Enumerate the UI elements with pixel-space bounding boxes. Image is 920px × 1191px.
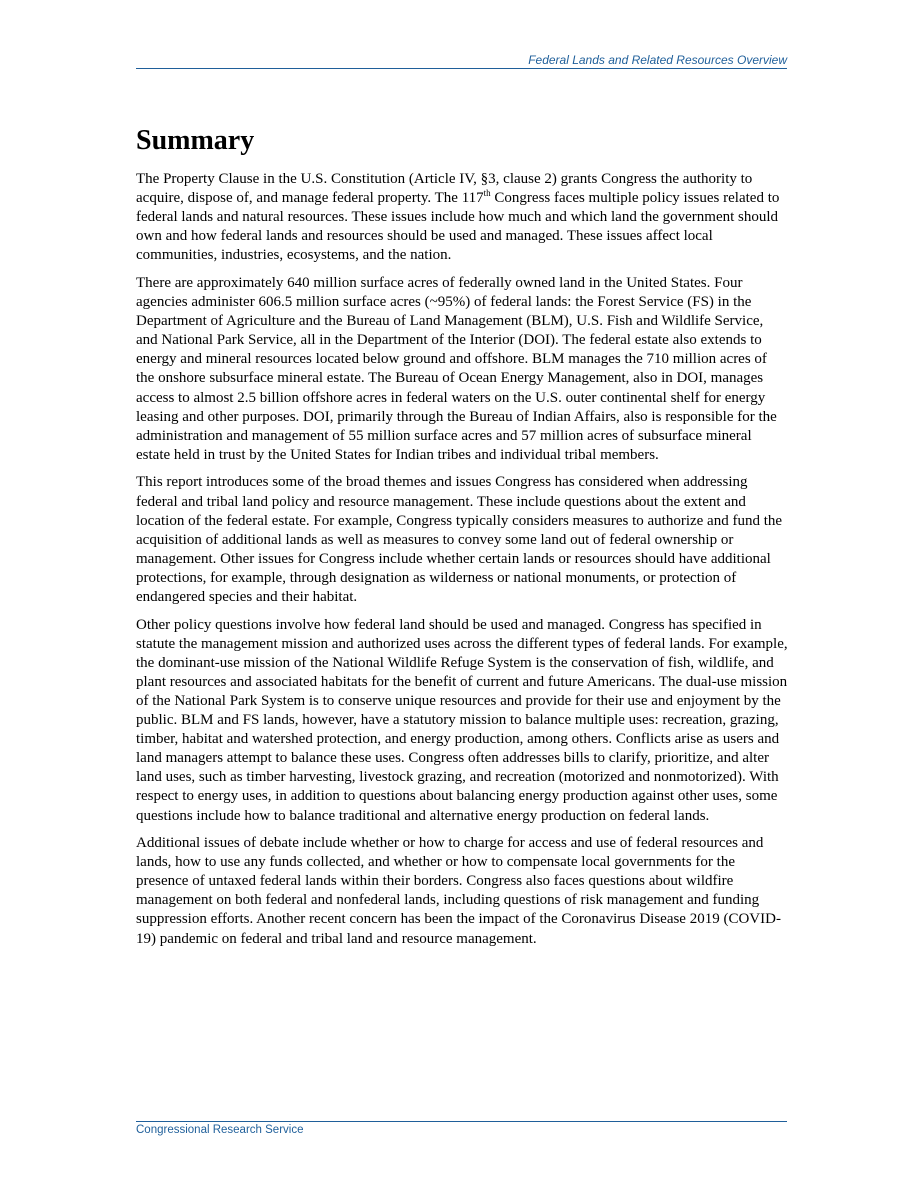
footer-divider (136, 1121, 787, 1122)
summary-body (136, 170, 788, 957)
header-divider (136, 68, 787, 69)
summary-paragraph-2: There are approximately 640 million surface acres of federally owned land in the United States. Four agencies administer 606.5 million surface acres (~95%) of federal lands: the Forest Service (FS) in the Department of Agriculture and the Bureau of Land Management (BLM), U.S. Fish and Wildlife Service, and National Park Service, all in the Department of the Interior (DOI). The federal estate also extends to energy and mineral resources located below ground and offshore. BLM manages the 710 million acres of the onshore subsurface mineral estate. The Bureau of Ocean Energy Management, also in DOI, manages access to almost 2.5 billion offshore acres in federal waters on the U.S. outer continental shelf for energy leasing and other purposes. DOI, primarily through the Bureau of Indian Affairs, also is responsible for the administration and management of 55 million surface acres and 57 million acres of subsurface mineral estate held in trust by the United States for Indian tribes and individual tribal members. (136, 274, 777, 463)
ordinal-suffix: th (483, 188, 491, 199)
summary-paragraph-4: Other policy questions involve how federal land should be used and managed. Congress has specified in statute the management mission and authorized uses across the different types of federal lands. For example, the dominant-use mission of the National Wildlife Refuge System is the conservation of fish, wildlife, and plant resources and associated habitats for the benefit of current and future Americans. The dual-use mission of the National Park System is to conserve unique resources and provide for their use and enjoyment by the public. BLM and FS lands, however, have a statutory mission to balance multiple uses: recreation, grazing, timber, habitat and watershed protection, and energy production, among others. Conflicts arise as users and land managers attempt to balance these uses. Congress often addresses bills to clarify, prioritize, and alter land uses, such as timber harvesting, livestock grazing, and recreation (motorized and nonmotorized). With respect to energy uses, in addition to questions about balancing energy production against other uses, some questions include how to balance traditional and alternative energy production on federal lands. (136, 616, 788, 824)
footer-label: Congressional Research Service (136, 1124, 304, 1136)
p1-text-before: The Property Clause in the U.S. Constitution (Article IV, §3, clause 2) grants Congress the authority to acquire, dispose of, and manage federal property. The 117 (136, 171, 753, 207)
summary-paragraph-3: This report introduces some of the broad themes and issues Congress has considered when addressing federal and tribal land policy and resource management. These include questions about the extent and location of the federal estate. For example, Congress typically considers measures to authorize and fund the acquisition of additional lands as well as measures to convey some land out of federal ownership or management. Other issues for Congress include whether certain lands or resources should have additional protections, for example, through designation as wilderness or national monuments, or protection of endangered species and their habitat. (136, 474, 783, 605)
summary-paragraph-5: Additional issues of debate include whether or how to charge for access and use of federal resources and lands, how to use any funds collected, and whether or how to compensate local governments for the presence of untaxed federal lands within their borders. Congress also faces questions about wildfire management on both federal and nonfederal lands, including questions of risk management and funding suppression efforts. Another recent concern has been the impact of the Coronavirus Disease 2019 (COVID-19) pandemic on federal and tribal land and resource management. (136, 835, 781, 947)
page-title: Summary (136, 125, 255, 156)
p1-text-after: Congress faces multiple policy issues related to federal lands and natural resources. These issues include how much and which land the government should own and how federal lands and resources should be used and managed. These issues affect local communities, industries, ecosystems, and the nation. (136, 190, 780, 264)
running-header: Federal Lands and Related Resources Overview (528, 53, 787, 67)
summary-paragraph-1 (136, 170, 788, 265)
